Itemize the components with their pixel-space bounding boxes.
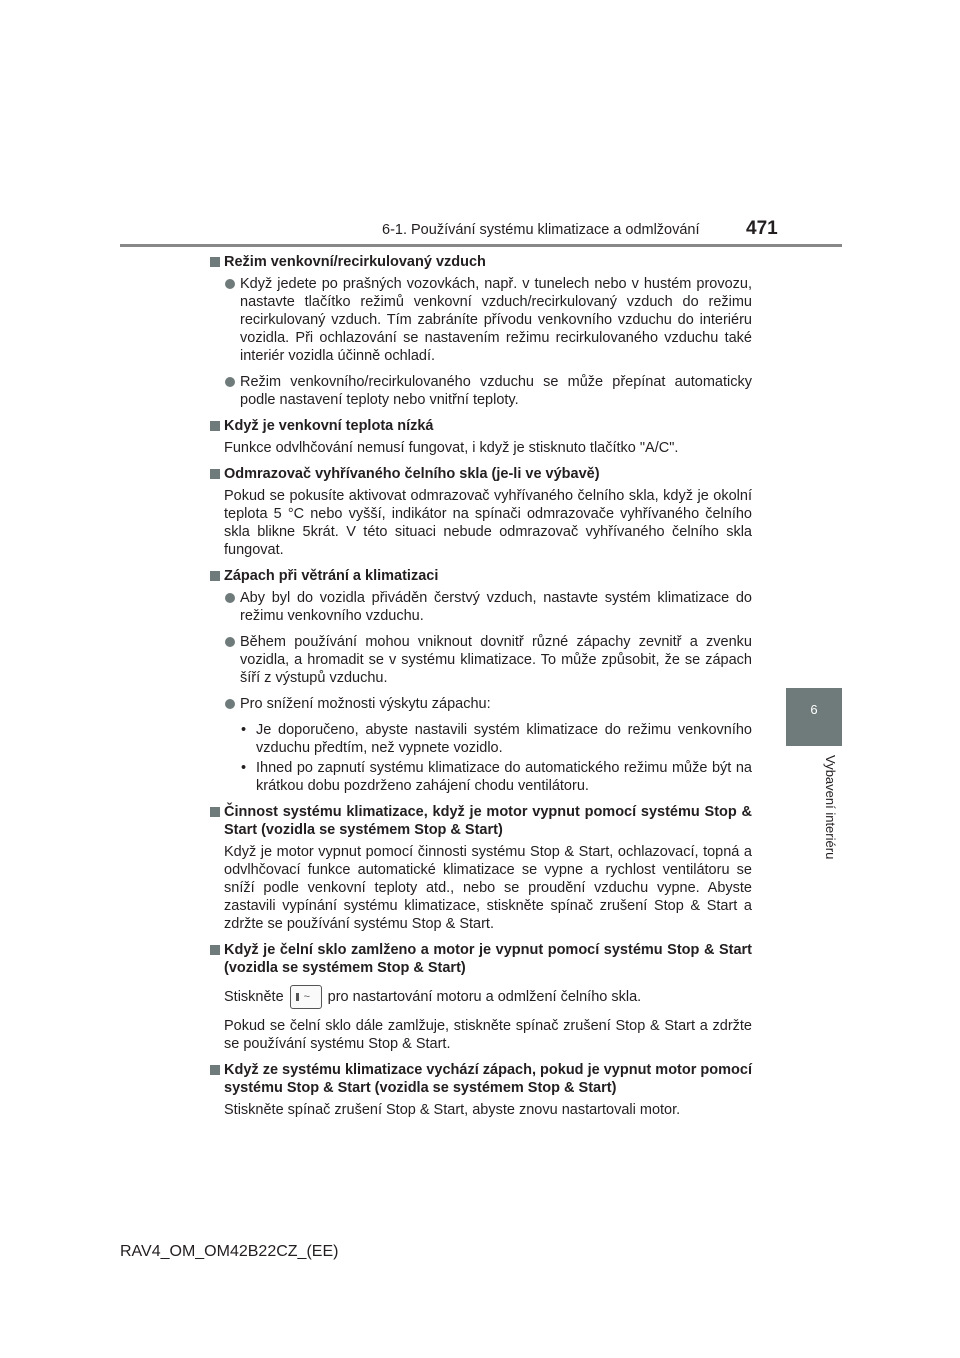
section-heading: Odmrazovač vyhřívaného čelního skla (je-li ve výbavě) [208, 465, 752, 483]
bullet-paragraph: Během používání mohou vniknout dovnitř různé zápachy zevnitř a zvenku vozidla, a hromadit se v systému klimatizace. To může způsobit, že se zápach šíří z výstupů vzduchu. [208, 633, 752, 687]
paragraph-with-button [208, 985, 752, 1009]
page-number: 471 [746, 218, 778, 239]
chapter-label: Vybavení interiéru [823, 755, 838, 860]
bullet-paragraph: Když jedete po prašných vozovkách, např. v tunelech nebo v hustém provozu, nastavte tlačítko režimů venkovní vzduch/recirkulovaný vzduch do režimu recirkulovaný vzduch. Tím zabráníte přívodu venkovního vzduchu do interiéru vozidla. Při ochlazování se nastavením režimu recirkulovaného vzduchu také interiér vozidla účinně ochladí. [208, 275, 752, 365]
bullet-paragraph: Režim venkovního/recirkulovaného vzduchu se může přepínat automaticky podle nastavení teploty nebo vnitřní teploty. [208, 373, 752, 409]
section-title: 6-1. Používání systému klimatizace a odmlžování [382, 222, 700, 238]
section-heading: Když je venkovní teplota nízká [208, 417, 752, 435]
bullet-paragraph: Pro snížení možnosti výskytu zápachu: [208, 695, 752, 713]
page-content [208, 253, 752, 1119]
document-code: RAV4_OM_OM42B22CZ_(EE) [120, 1243, 339, 1260]
chapter-tab [786, 688, 842, 746]
paragraph: Funkce odvlhčování nemusí fungovat, i když je stisknuto tlačítko "A/C". [224, 440, 679, 456]
paragraph: Pokud se pokusíte aktivovat odmrazovač vyhřívaného čelního skla, když je okolní teplota 5 °C nebo vyšší, indikátor na spínači odmrazovače vyhřívaného čelního skla blikne 5krát. V této situaci nebude odmrazovač vyhřívaného čelního skla fungovat. [224, 488, 752, 558]
paragraph: Když je motor vypnut pomocí činnosti systému Stop & Start, ochlazovací, topná a odvlhčovací funkce automatické klimatizace se vypne a rychlost ventilátoru se sníží podle venkovní teploty atd., nebo se proudění vzduchu vypne. Abyste zastavili vypínání systému klimatizace, stiskněte spínač zrušení Stop & Start a zdržte se používání systému Stop & Start. [224, 844, 752, 932]
section-heading: Režim venkovní/recirkulovaný vzduch [208, 253, 752, 271]
paragraph-text: Stiskněte [224, 988, 284, 1005]
stop-start-cancel-switch-icon [290, 985, 322, 1009]
bullet-paragraph: Aby byl do vozidla přiváděn čerstvý vzduch, nastavte systém klimatizace do režimu venkovního vzduchu. [208, 589, 752, 625]
page-header [0, 0, 960, 250]
section-heading: Zápach při větrání a klimatizaci [208, 567, 752, 585]
dot-item: • Je doporučeno, abyste nastavili systém klimatizace do režimu venkovního vzduchu předtím, než vypnete vozidlo. [208, 721, 752, 757]
header-rule [120, 244, 842, 247]
section-heading: Když ze systému klimatizace vychází zápach, pokud je vypnut motor pomocí systému Stop & Start (vozidla se systémem Stop & Start) [208, 1061, 752, 1097]
section-heading: Činnost systému klimatizace, když je motor vypnut pomocí systému Stop & Start (vozidla se systémem Stop & Start) [208, 803, 752, 839]
paragraph-text: pro nastartování motoru a odmlžení čelního skla. [327, 988, 642, 1005]
chapter-number: 6 [810, 702, 818, 717]
paragraph: Stiskněte spínač zrušení Stop & Start, abyste znovu nastartovali motor. [224, 1102, 681, 1118]
paragraph: Pokud se čelní sklo dále zamlžuje, stiskněte spínač zrušení Stop & Start a zdržte se používání systému Stop & Start. [224, 1018, 752, 1052]
dot-item: • Ihned po zapnutí systému klimatizace do automatického režimu může být na krátkou dobu pozdrženo zahájení chodu ventilátoru. [208, 759, 752, 795]
section-heading: Když je čelní sklo zamlženo a motor je vypnut pomocí systému Stop & Start (vozidla se systémem Stop & Start) [208, 941, 752, 977]
